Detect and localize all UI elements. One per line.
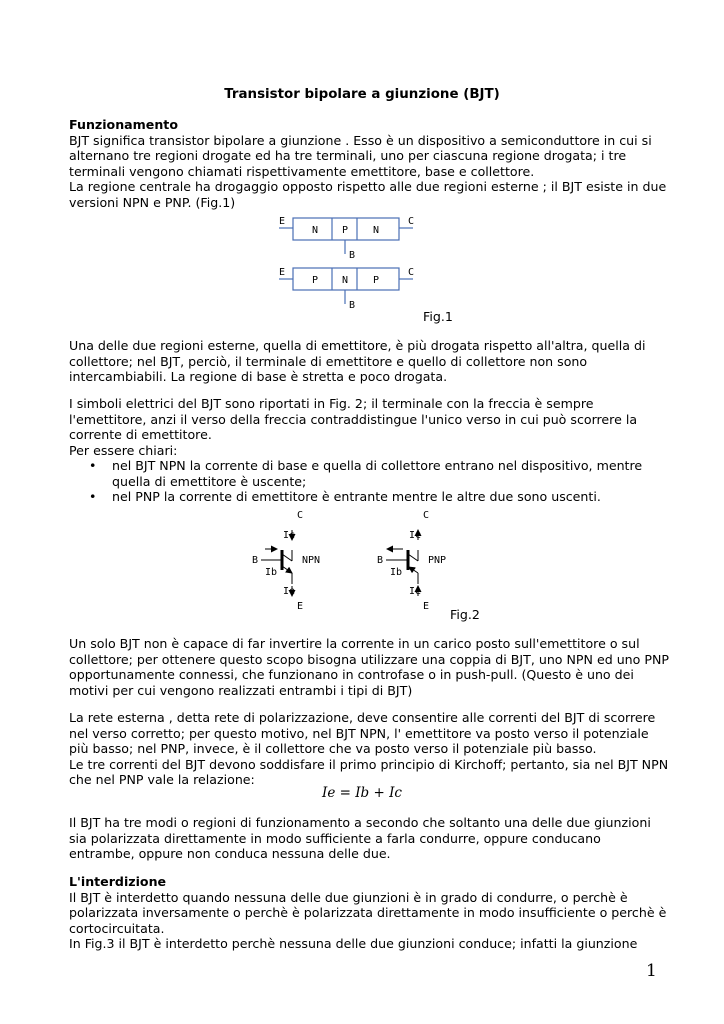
list-item: • nel BJT NPN la corrente di base e quella di collettore entrano nel dispositivo, mentre quella di emettitore è uscente; xyxy=(69,458,669,489)
pnp-emitter-label: E xyxy=(279,267,286,278)
pnp-base-label: B xyxy=(349,300,356,311)
figure-2-caption: Fig.2 xyxy=(450,607,480,622)
paragraph: La regione centrale ha drogaggio opposto rispetto alle due regioni esterne ; il BJT esiste in due versioni NPN e PNP. (Fig.1) xyxy=(69,179,667,210)
paragraph: Il BJT è interdetto quando nessuna delle due giunzioni è in grado di condurre, o perchè è polarizzata inversamente o perchè è polarizzata direttamente in modo insufficiente o perchè è cortocircuitata. xyxy=(69,889,667,936)
paragraph: Il BJT ha tre modi o regioni di funzionamento a secondo che soltanto una delle due giunzioni sia polarizzata direttamente in modo sufficiente a farla condurre, oppure conducano entrambe, oppure non conduca nessuna delle due. xyxy=(69,815,651,861)
figure-2-diagram xyxy=(245,506,465,616)
npn-ic-label: Ic xyxy=(283,530,296,541)
pnp-type-label: PNP xyxy=(428,555,447,566)
paragraph: In Fig.3 il BJT è interdetto perchè nessuna delle due giunzioni conduce; infatti la giunzione xyxy=(69,936,638,951)
pnp-region-label: P xyxy=(312,275,319,286)
paragraph: Per essere chiari: xyxy=(69,442,178,458)
npn-symbol xyxy=(252,510,320,612)
pnp-ie-label: Ie xyxy=(409,586,422,597)
paragraph: BJT significa transistor bipolare a giunzione . Esso è un dispositivo a semiconduttore in cui si alternano tre regioni drogate ed ha tre terminali, uno per ciascuna regione drogata; i tre terminali vengono chiamati rispettivamente emettitore, base e collettore. xyxy=(69,132,652,179)
list-item: • nel PNP la corrente di emettitore è entrante mentre le altre due sono uscenti. xyxy=(69,489,669,505)
pnp-collector-label: C xyxy=(423,510,430,521)
npn-emitter-label: E xyxy=(279,216,286,227)
npn-region-label: N xyxy=(373,225,380,236)
paragraph: Le tre correnti del BJT devono soddisfare il primo principio di Kirchoff; pertanto, sia nel BJT NPN che nel PNP vale la relazione: xyxy=(69,756,669,787)
npn-ie-label: Ie xyxy=(283,586,296,597)
pnp-region-label: P xyxy=(373,275,380,286)
paragraph: Una delle due regioni esterne, quella di emettitore, è più drogata rispetto all'altra, quella di collettore; nel BJT, perciò, il terminale di emettitore e quello di collettore non sono intercambiabili. La regione di base è stretta e poco drogata. xyxy=(69,338,646,384)
section-heading-funzionamento: Funzionamento xyxy=(69,117,178,132)
npn-type-label: NPN xyxy=(302,555,321,566)
paragraph: I simboli elettrici del BJT sono riportati in Fig. 2; il terminale con la freccia è sempre l'emettitore, anzi il verso della freccia contraddistingue l'unico verso in cui può scorrere la corrente di emettitore. xyxy=(69,396,638,442)
pnp-collector-label: C xyxy=(408,267,415,278)
pnp-base-label: B xyxy=(377,555,384,566)
section-polarization xyxy=(69,710,669,788)
npn-base-label: B xyxy=(349,250,356,261)
section-funzionamento xyxy=(69,117,669,210)
bullet-list xyxy=(69,458,669,505)
npn-collector-label: C xyxy=(408,216,415,227)
npn-ib-label: Ib xyxy=(265,567,278,578)
page-number: 1 xyxy=(646,961,657,981)
paragraph: La rete esterna , detta rete di polarizzazione, deve consentire alle correnti del BJT di scorrere nel verso corretto; per questo motivo, nel BJT NPN, l' emettitore va posto verso il potenziale più basso; nel PNP, invece, è il collettore che va posto verso il potenziale più basso. xyxy=(69,710,656,756)
figure-1-caption: Fig.1 xyxy=(423,309,453,324)
npn-base-label: B xyxy=(252,555,259,566)
npn-collector-label: C xyxy=(297,510,304,521)
pnp-emitter-label: E xyxy=(423,601,430,612)
pnp-ib-label: Ib xyxy=(390,567,403,578)
npn-emitter-label: E xyxy=(297,601,304,612)
section-symbols xyxy=(69,396,669,505)
pnp-emitter-branch xyxy=(409,567,418,573)
pnp-region-label: N xyxy=(342,275,349,286)
section-heading-interdizione: L'interdizione xyxy=(69,874,167,889)
pnp-structure xyxy=(279,267,414,311)
kirchhoff-equation: Ie = Ib + Ic xyxy=(322,785,402,801)
figure-1-diagram xyxy=(270,210,430,310)
section-interdizione xyxy=(69,874,669,952)
pnp-ic-label: Ic xyxy=(409,530,422,541)
npn-region-label: P xyxy=(342,225,349,236)
npn-region-label: N xyxy=(312,225,319,236)
npn-structure xyxy=(279,216,414,261)
paragraph: Un solo BJT non è capace di far invertire la corrente in un carico posto sull'emettitore o sul collettore; per ottenere questo scopo bisogna utilizzare una coppia di BJT, uno NPN ed uno PNP opportunamente connessi, che funzionano in controfase o in push-pull. (Questo è uno dei motivi per cui vengono realizzati entrambi i tipi di BJT) xyxy=(69,636,669,698)
pnp-symbol xyxy=(377,510,446,612)
page-title: Transistor bipolare a giunzione (BJT) xyxy=(224,87,500,102)
